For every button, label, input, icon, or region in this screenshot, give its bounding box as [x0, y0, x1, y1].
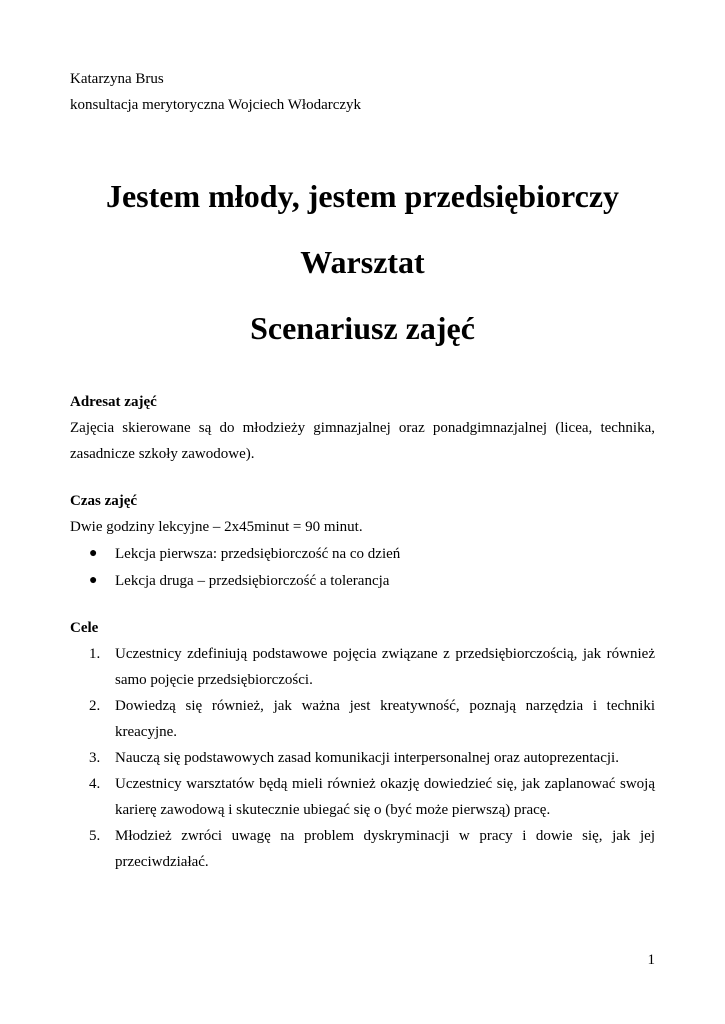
goal-text: Uczestnicy zdefiniują podstawowe pojęcia związane z przedsiębiorczością, jak również samo pojęcie przedsiębiorczości.: [115, 646, 655, 688]
title-line-scenario: Scenariusz zajęć: [250, 310, 475, 346]
goals-list: [70, 641, 655, 875]
document-title: [70, 180, 655, 344]
adresat-text: Zajęcia skierowane są do młodzieży gimnazjalnej oraz ponadgimnazjalnej (licea, technika, zasadnicze szkoły zawodowe).: [70, 420, 655, 462]
title-line-workshop: Warsztat: [300, 244, 425, 280]
page-number: 1: [647, 952, 655, 968]
list-item: [70, 693, 655, 745]
goal-number: 3.: [89, 750, 101, 766]
goal-text: Dowiedzą się również, jak ważna jest kreatywność, poznają narzędzia i techniki kreacyjne.: [115, 698, 655, 740]
title-line-main: Jestem młody, jestem przedsiębiorczy: [105, 178, 620, 214]
lesson-item-text: Lekcja pierwsza: przedsiębiorczość na co dzień: [115, 546, 401, 562]
list-item: [70, 568, 655, 594]
goal-text: Młodzież zwróci uwagę na problem dyskryminacji w pracy i dowie się, jak jej przeciwdziałać.: [115, 828, 655, 870]
list-item: [70, 823, 655, 875]
lesson-item-text: Lekcja druga – przedsiębiorczość a tolerancja: [115, 573, 390, 589]
list-item: [70, 641, 655, 693]
goal-text: Uczestnicy warsztatów będą mieli również okazję dowiedzieć się, jak zaplanować swoją karierę zawodową i skutecznie ubiegać się o (być może pierwszą) pracę.: [115, 776, 655, 818]
lesson-list: [70, 541, 655, 594]
list-item: [70, 771, 655, 823]
czas-text: Dwie godziny lekcyjne – 2x45minut = 90 minut.: [70, 519, 363, 535]
section-heading-adresat: Adresat zajęć: [70, 394, 157, 410]
bullet-icon: ●: [89, 573, 98, 588]
section-czas: [70, 488, 655, 594]
list-item: [70, 541, 655, 567]
author-name: Katarzyna Brus: [70, 71, 164, 87]
section-cele: [70, 615, 655, 875]
goal-number: 4.: [89, 776, 101, 792]
consultation-credit: konsultacja merytoryczna Wojciech Włodarczyk: [70, 97, 362, 113]
author-block: [70, 66, 655, 118]
goal-number: 1.: [89, 646, 101, 662]
goal-text: Nauczą się podstawowych zasad komunikacji interpersonalnej oraz autoprezentacji.: [115, 750, 619, 766]
goal-number: 5.: [89, 828, 101, 844]
section-adresat: [70, 389, 655, 467]
section-heading-czas: Czas zajęć: [70, 493, 138, 509]
bullet-icon: ●: [89, 546, 98, 561]
list-item: [70, 745, 655, 771]
goal-number: 2.: [89, 698, 101, 714]
section-heading-cele: Cele: [70, 620, 99, 636]
